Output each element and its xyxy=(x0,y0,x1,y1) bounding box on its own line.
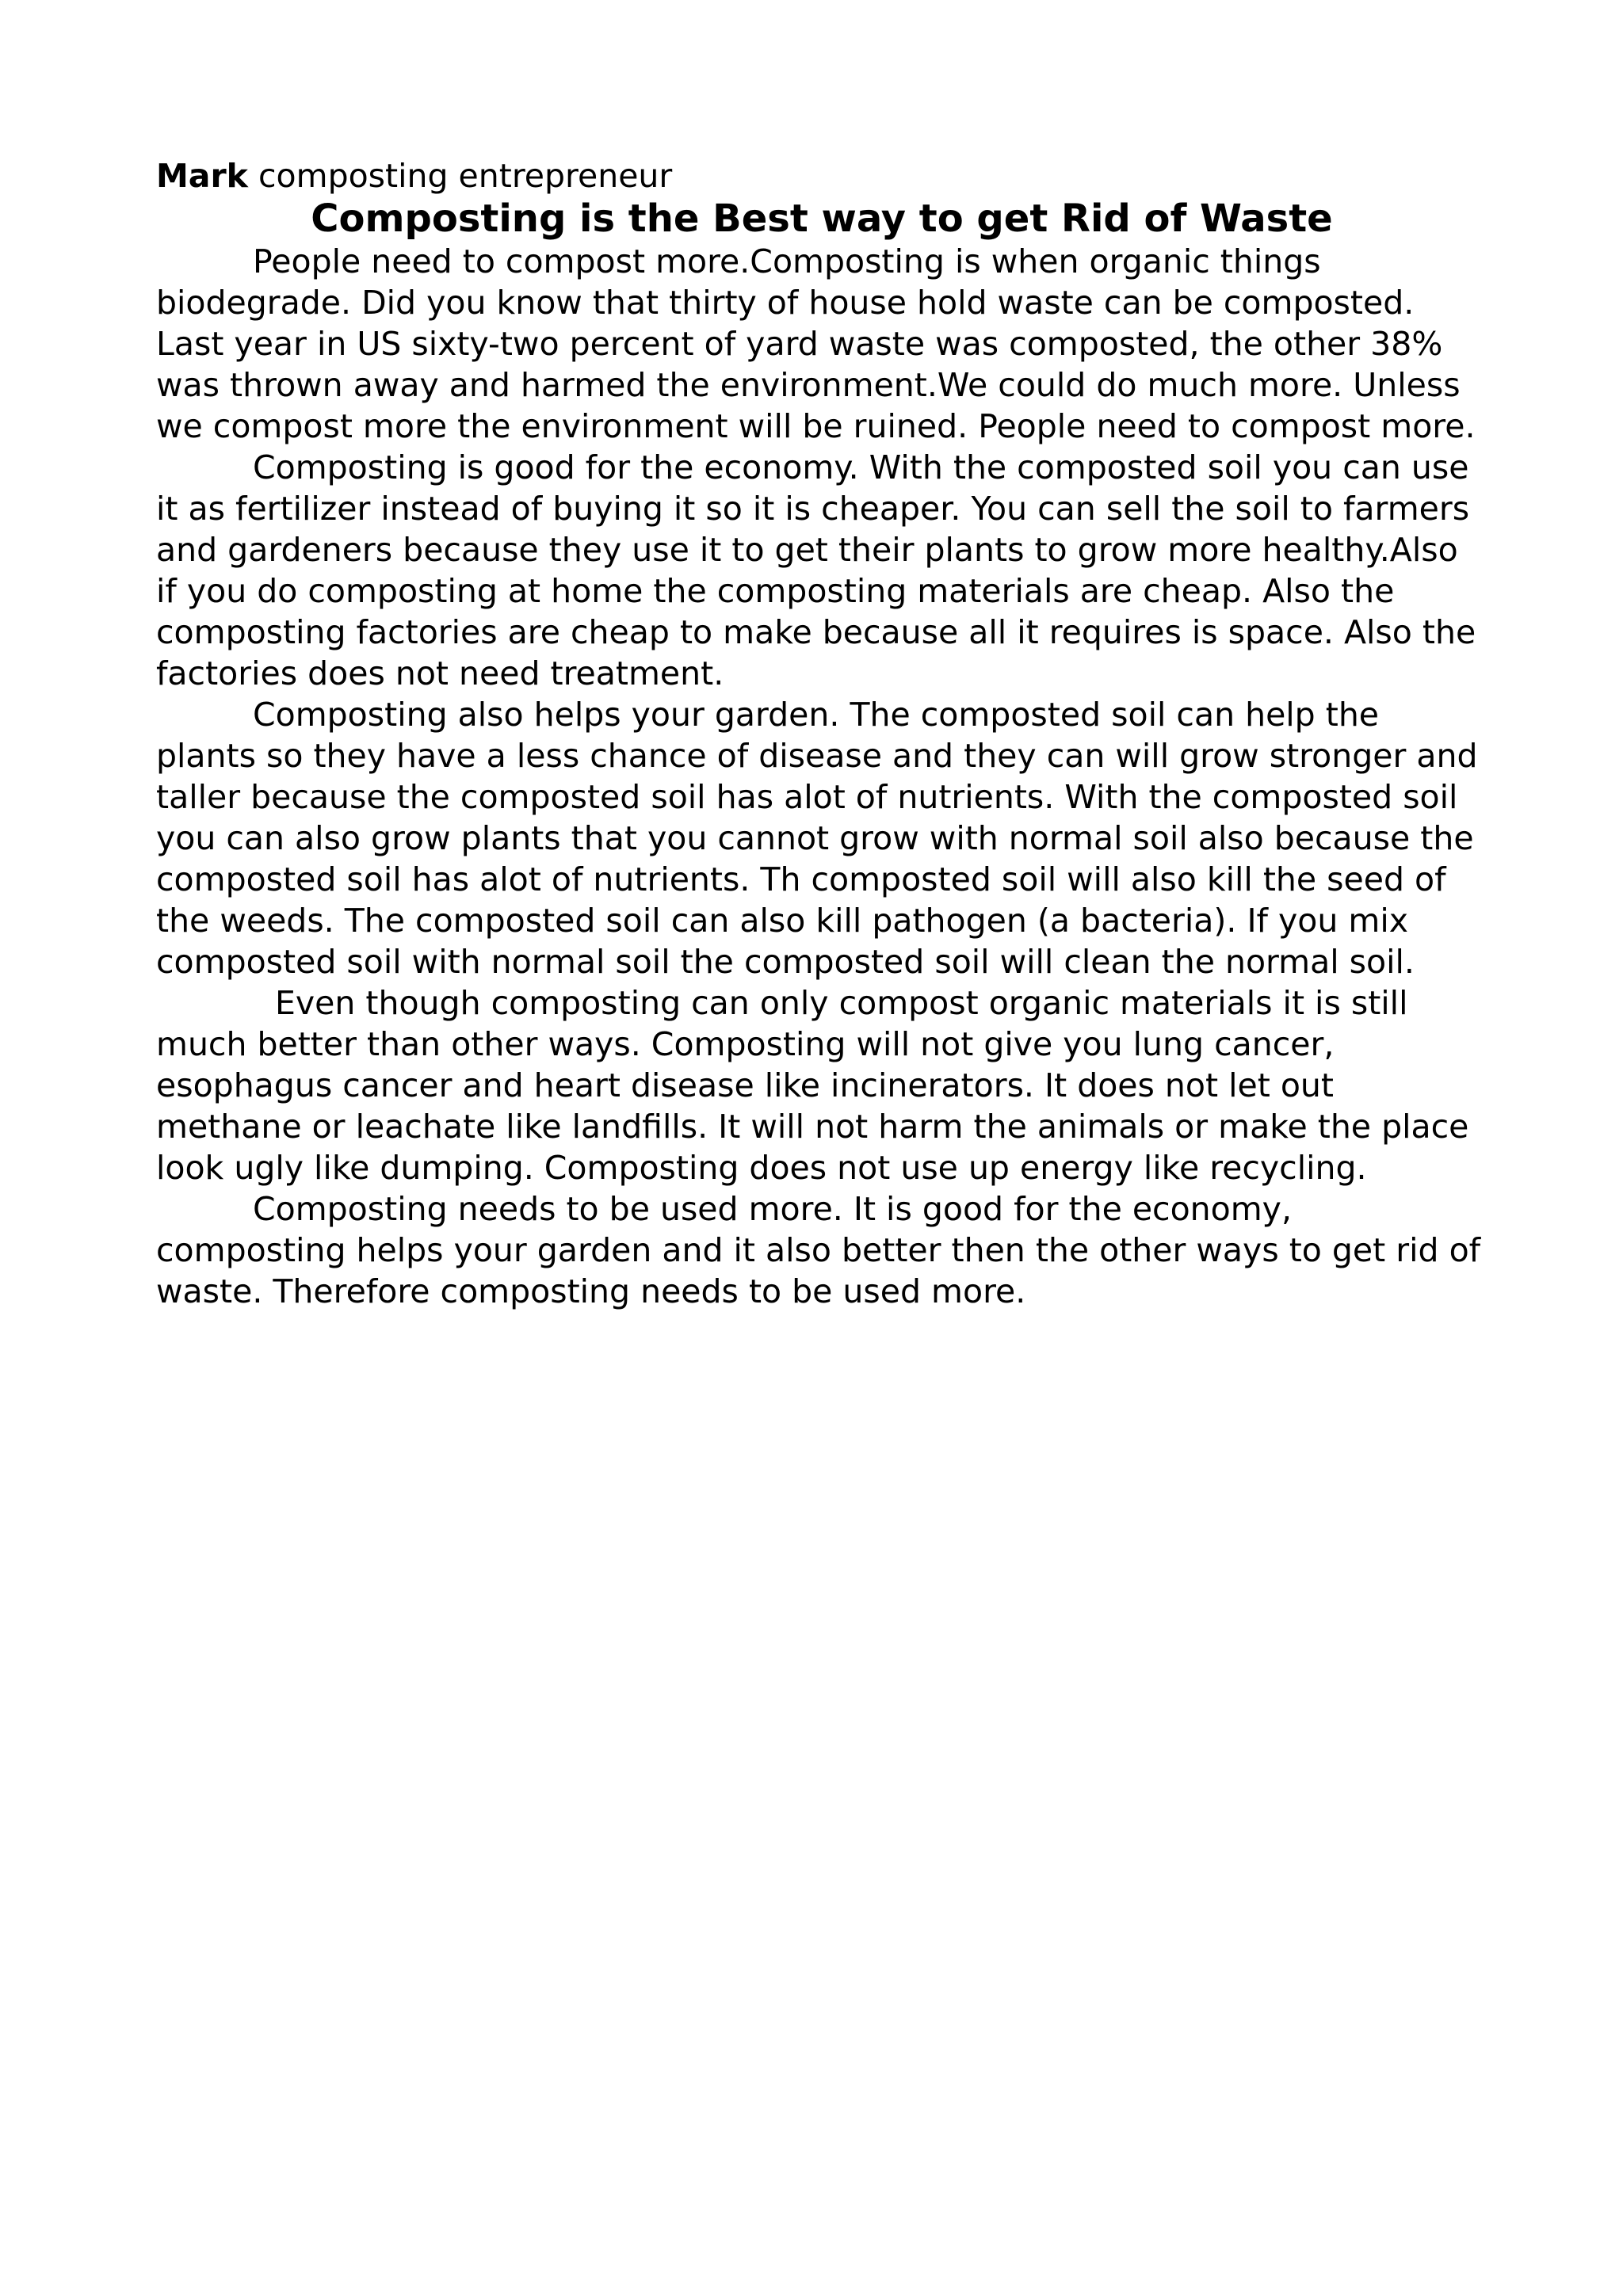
paragraph-economy: Composting is good for the economy. With the composted soil you can use it as fertilizer instead of buying it so it is cheaper. You can sell the soil to farmers and gardeners because they use it to get their plants to grow more healthy.Also if you do composting at home the composting materials are cheap. Also the composting factories are cheap to make because all it requires is space. Also the factories does not need treatment. xyxy=(156,448,1476,692)
author-role: composting entrepreneur xyxy=(258,157,673,195)
byline xyxy=(156,155,1487,196)
paragraph-garden: Composting also helps your garden. The composted soil can help the plants so they have a less chance of disease and they can will grow stronger and taller because the composted soil has alot of nutrients. With the composted soil you can also grow plants that you cannot grow with normal soil also because the composted soil has alot of nutrients. Th composted soil will also kill the seed of the weeds. The composted soil can also kill pathogen (a bacteria). If you mix composted soil with normal soil the composted soil will clean the normal soil. xyxy=(156,696,1478,981)
paragraph-conclusion: Composting needs to be used more. It is good for the economy, composting helps your garden and it also better then the other ways to get rid of waste. Therefore composting needs to be used more. xyxy=(156,1190,1481,1310)
paragraph-intro: People need to compost more.Composting is when organic things biodegrade. Did you know that thirty of house hold waste can be composted. Last year in US sixty-two percent of yard waste was composted, the other 38% was thrown away and harmed the environment.We could do much more. Unless we compost more the environment will be ruined. People need to compost more. xyxy=(156,242,1476,445)
paragraph-comparison: Even though composting can only compost organic materials it is still much better than other ways. Composting will not give you lung cancer, esophagus cancer and heart disease like incinerators. It does not let out methane or leachate like landfills. It will not harm the animals or make the place look ugly like dumping. Composting does not use up energy like recycling. xyxy=(156,984,1469,1187)
document-body xyxy=(156,155,1487,1312)
author-name: Mark xyxy=(156,157,248,195)
essay-title: Composting is the Best way to get Rid of Waste xyxy=(311,196,1333,241)
